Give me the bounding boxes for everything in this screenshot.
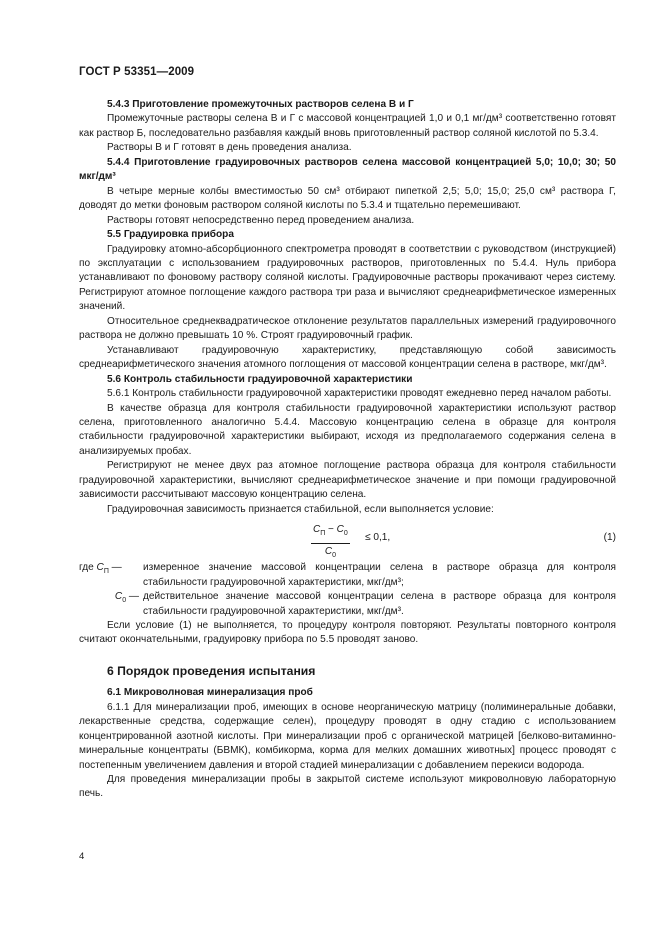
section-heading-5-5: 5.5 Градуировка прибора [107,229,234,241]
paragraph: Если условие (1) не выполняется, то процедуру контроля повторяют. Результаты повторного контроля считают окончательными, градуировку прибора по 5.5 проводят заново. [79,619,616,646]
equation-number: (1) [603,532,616,544]
section-heading-6-1: 6.1 Микроволновая минерализация проб [107,687,313,699]
paragraph: Устанавливают градуировочную характеристику, представляющую собой зависимость среднеарифметического значения атомного поглощения от массовой концентрации селена в растворе, мкг/дм³. [79,344,616,371]
section-heading-5-4-3: 5.4.3 Приготовление промежуточных растворов селена В и Г [107,99,414,110]
section-heading-6: 6 Порядок проведения испытания [107,663,316,678]
document-header: ГОСТ Р 53351—2009 [79,66,195,78]
fraction [311,523,350,563]
paragraph: Растворы В и Г готовят в день проведения анализа. [107,142,352,154]
variable-definition: $C_0$ — действительное значение массовой концентрации селена в растворе образца для контроля стабильности градуировочной характеристики, мкг/дм³. [114,591,616,617]
paragraph: Для проведения минерализации пробы в закрытой системе используют микроволновую лабораторную печь. [79,774,616,800]
paragraph: Градуировку атомно-абсорбционного спектрометра проводят в соответствии с руководством (инструкцией) по эксплуатации с использованием градуировочных растворов, приготовленных по 5.4.4. Нуль прибора устанавливают по фоновому раствору соляной кислоты. Градуировочные растворы прокачивают через систему. Регистрируют атомное поглощение каждого раствора три раза и вычисляют среднеарифметическое измеренных значений. [79,243,616,313]
page-number: 4 [79,851,85,862]
paragraph: Относительное среднеквадратическое отклонение результатов параллельных измерений градуировочного раствора не должно превышать 10 %. Строят градуировочный график. [79,315,616,342]
paragraph: Регистрируют не менее двух раз атомное поглощение раствора образца для контроля стабильности градуировочной характеристики, вычисляют среднеарифметическое значение и при помощи градуировочной зависимости рассчитывают массовую концентрацию селена. [79,460,616,501]
fraction-numerator: $C_П - C_0$ [311,523,350,543]
paragraph: Градуировочная зависимость признается стабильной, если выполняется условие: [107,503,494,515]
paragraph: Растворы готовят непосредственно перед проведением анализа. [107,214,415,226]
paragraph: Промежуточные растворы селена В и Г с массовой концентрацией 1,0 и 0,1 мг/дм³ соответственно готовят как раствор Б, последовательно разбавляя каждый вновь приготовленный раствор соляной кислотой по 5.3.4. [79,113,616,139]
paragraph: 6.1.1 Для минерализации проб, имеющих в основе неорганическую матрицу (полиминеральные добавки, лекарственные средства, содержащие селен), процедуру проводят в одну стадию с использованием концентрированной азотной кислоты. При минерализации проб с органической матрицей [белково-витаминно-минеральные концентраты (БВМК), комбикорма, корма для мелких домашних животных] процесс проводят с постепенным увеличением давления и второй стадией минерализации с добавлением перекиси водорода. [79,701,616,771]
paragraph: 5.6.1 Контроль стабильности градуировочной характеристики проводят ежедневно перед началом работы. [107,388,612,400]
paragraph: В качестве образца для контроля стабильности градуировочной характеристики используют раствор селена, приготовленного аналогично 5.4.4. Массовую концентрацию селена в образце для контроля стабильности градуировочной характеристики выбирают, исходя из предполагаемого содержания селена в анализируемых пробах. [79,402,616,457]
formula-1 [79,523,616,557]
page-body [79,98,616,802]
formula-rhs: ≤ 0,1, [365,532,391,544]
section-heading-5-6: 5.6 Контроль стабильности градуировочной характеристики [107,373,413,385]
section-heading-5-4-4: 5.4.4 Приготовление градуировочных растворов селена массовой концентрацией 5,0; 10,0; 30; 50 мкг/дм³ [79,156,616,183]
paragraph: В четыре мерные колбы вместимостью 50 см³ отбирают пипеткой 2,5; 5,0; 15,0; 25,0 см³ раствора Г, доводят до метки фоновым раствором соляной кислоты по 5.3.4 и тщательно перемешивают. [79,185,616,212]
variable-definition: где $C_П$ — измеренное значение массовой концентрации селена в растворе образца для контроля стабильности градуировочной характеристики, мкг/дм³; [79,562,616,588]
fraction-denominator: $C_0$ [324,545,336,559]
